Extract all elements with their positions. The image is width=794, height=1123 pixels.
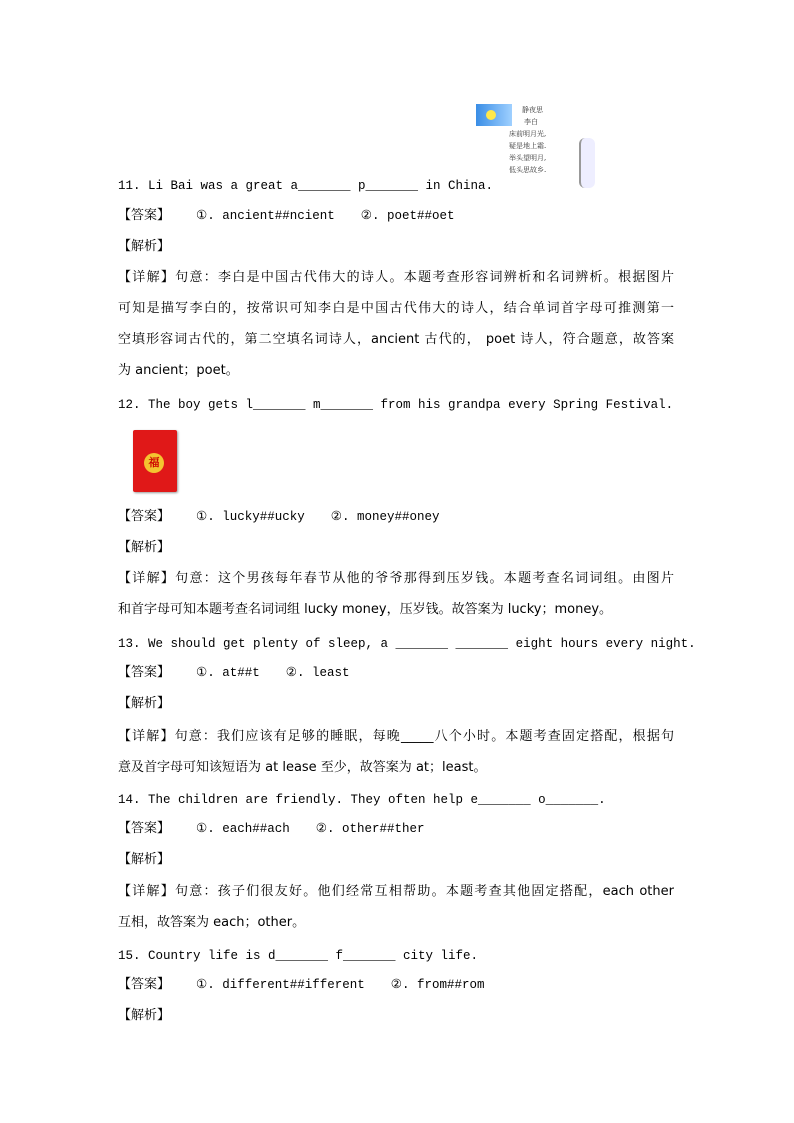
detail-line: 互相，故答案为 each；other。 [118, 915, 306, 930]
analysis-label: 【解析】 [118, 540, 171, 555]
detail-label: 【详解】 [118, 729, 175, 744]
detail-line: 空填形容词古代的，第二空填名词诗人，ancient 古代的， poet 诗人，符合题意，故答案 [118, 332, 674, 347]
analysis-label: 【解析】 [118, 239, 171, 254]
detail-text: 句意：孩子们很友好。他们经常互相帮助。本题考查其他固定搭配，each other [175, 884, 674, 899]
red-envelope-image [133, 430, 177, 492]
detail-line [118, 729, 674, 745]
answer-14 [118, 821, 450, 837]
detail-line [118, 884, 674, 900]
answer-item: ①. at##t [196, 666, 260, 680]
answer-label: 【答案】 [118, 665, 171, 680]
question-12: 12. The boy gets l_______ m_______ from his grandpa every Spring Festival. [118, 398, 674, 412]
answer-label: 【答案】 [118, 977, 171, 992]
answer-item: ①. different##ifferent [196, 978, 365, 992]
answer-label: 【答案】 [118, 821, 171, 836]
answer-item: ②. other##ther [315, 822, 425, 836]
detail-text: 句意：这个男孩每年春节从他的爷爷那得到压岁钱。本题考查名词词组。由图片 [175, 571, 674, 586]
analysis-label: 【解析】 [118, 696, 171, 711]
li-bai-poem-image [476, 104, 596, 192]
detail-label: 【详解】 [118, 270, 176, 285]
detail-label: 【详解】 [118, 571, 176, 586]
moon-sky-image [476, 104, 512, 126]
question-13: 13. We should get plenty of sleep, a _______ _______ eight hours every night. [118, 637, 696, 651]
analysis-label: 【解析】 [118, 1008, 171, 1023]
poem-line: 疑是地上霜. [509, 142, 547, 150]
poem-line: 低头思故乡. [509, 166, 547, 174]
answer-item: ①. lucky##ucky [196, 510, 305, 524]
fu-character: 福 [144, 453, 164, 473]
poem-line: 床前明月光, [509, 130, 547, 138]
poet-figure-image [579, 138, 595, 188]
detail-label: 【详解】 [118, 884, 176, 899]
answer-item: ②. poet##oet [360, 209, 455, 223]
question-11: 11. Li Bai was a great a_______ p_______ in China. [118, 179, 494, 193]
answer-label: 【答案】 [118, 509, 171, 524]
question-14: 14. The children are friendly. They often help e_______ o_______. [118, 793, 606, 807]
answer-item: ②. money##oney [330, 510, 440, 524]
detail-line: 为 ancient；poet。 [118, 363, 239, 378]
poem-line: 举头望明月, [509, 154, 547, 162]
answer-11 [118, 208, 480, 224]
detail-line [118, 270, 674, 286]
poem-author: 李白 [524, 118, 538, 126]
answer-12 [118, 509, 465, 525]
detail-text: 句意：李白是中国古代伟大的诗人。本题考查形容词辨析和名词辨析。根据图片 [175, 270, 674, 285]
answer-label: 【答案】 [118, 208, 171, 223]
answer-item: ②. from##rom [390, 978, 485, 992]
detail-line: 意及首字母可知该短语为 at lease 至少，故答案为 at；least。 [118, 760, 487, 775]
detail-line: 和首字母可知本题考查名词词组 lucky money，压岁钱。故答案为 lucky；money。 [118, 602, 613, 617]
answer-13 [118, 665, 375, 681]
answer-item: ①. ancient##ncient [196, 209, 335, 223]
question-15: 15. Country life is d_______ f_______ city life. [118, 949, 479, 963]
answer-item: ①. each##ach [196, 822, 290, 836]
answer-item: ②. least [285, 666, 350, 680]
detail-text: 句意：我们应该有足够的睡眠，每晚_____八个小时。本题考查固定搭配，根据句 [174, 729, 674, 744]
answer-15 [118, 977, 510, 993]
analysis-label: 【解析】 [118, 852, 171, 867]
detail-line: 可知是描写李白的，按常识可知李白是中国古代伟大的诗人，结合单词首字母可推测第一 [118, 301, 674, 316]
poem-title: 静夜思 [522, 106, 543, 114]
detail-line [118, 571, 674, 587]
